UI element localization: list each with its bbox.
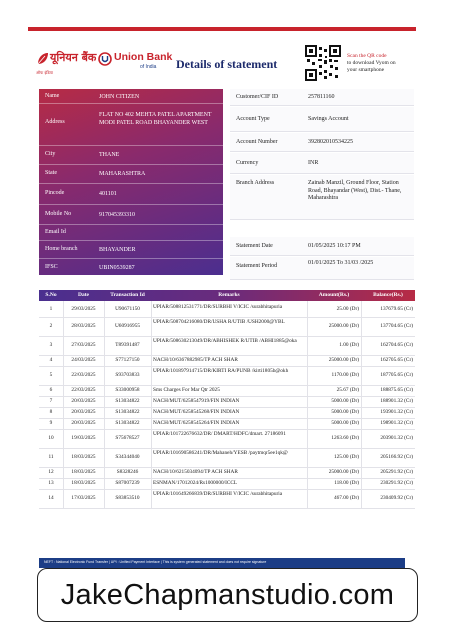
table-cell: 18/03/2025 [71,454,96,460]
table-cell: 17/03/2025 [71,495,96,501]
table-cell: UPIAR/508704216080/DR/USHA R/UTIB /USH2000@YBL [153,319,285,325]
field-label: Mobile No [45,211,72,217]
table-cell: U60916955 [114,323,140,329]
table-cell: S13034822 [115,409,140,415]
table-cell: 5 [49,372,53,378]
table-cell: 18/03/2025 [71,480,96,486]
field-value: JOHN CITIZEN [99,94,140,100]
table-cell: 25000.00 (Dr) [328,469,359,475]
bank-logo [36,48,173,84]
field-value: 257811160 [308,94,335,100]
field-value: Savings Account [308,116,349,122]
table-cell: 11 [48,454,54,460]
table-cell: 467.00 (Dr) [333,495,359,501]
table-cell: 162704.65 (Cr) [380,342,413,348]
field-label: Account Type [236,116,270,122]
field-label: Name [45,93,60,99]
table-cell: 193901.32 (Cr) [380,409,413,415]
table-cell: 2 [49,323,53,329]
table-cell: S13034822 [115,398,140,404]
customer-row [39,224,223,241]
table-cell: 203901.32 (Cr) [380,435,413,441]
table-cell: 20/03/2025 [71,398,96,404]
field-value: 392802010534225 [308,139,353,145]
field-value: INR [308,160,319,166]
customer-row [39,145,223,165]
column-divider [63,301,64,508]
watermark-banner [37,568,418,622]
table-cell: NACH/MUT/6258545268/FIN INDIAN [153,409,240,415]
customer-row [39,204,223,225]
field-label: City [45,151,56,157]
table-cell: 188875.65 (Cr) [380,387,413,393]
field-label: Account Number [236,139,278,145]
table-cell: 29/03/2025 [71,306,96,312]
field-label: Statement Period [236,263,278,269]
table-cell: 5000.00 (Dr) [331,420,359,426]
page-title: Details of statement [176,57,278,71]
table-cell: 25.67 (Dr) [336,387,359,393]
table-cell: 10 [48,435,54,441]
table-cell: 230409.92 (Cr) [380,495,413,501]
customer-row [39,103,223,146]
table-cell: T89391487 [115,342,140,348]
column-header: Amount(Rs.) [318,292,350,298]
table-row [39,429,415,449]
table-cell: S77127150 [115,357,140,363]
field-value: FLAT NO 402 MEHTA PATEL APARTMENT MODI PATEL ROAD BHAYANDER WEST [99,112,212,126]
table-cell: 125.00 (Dr) [333,454,359,460]
table-cell: 188901.32 (Cr) [380,398,413,404]
table-cell: 1170.00 (Dr) [331,372,359,378]
table-cell: 1 [49,306,53,312]
table-row [39,302,415,318]
table-cell: 25000.00 (Dr) [328,357,359,363]
field-label: Statement Date [236,243,273,249]
table-cell: NACH/10/6367882985/TP ACH SHAR [153,357,238,363]
column-header: Balance(Rs.) [373,292,403,298]
table-header [39,290,415,301]
leaf-icon [36,52,50,66]
account-row [230,175,414,220]
customer-row [39,258,223,275]
table-cell: 20/03/2025 [71,409,96,415]
table-cell: NACH/10/6215034094/TP ACH SHAR [153,469,238,475]
table-cell: 137704.65 (Cr) [380,323,413,329]
table-cell: 22/03/2025 [71,372,96,378]
column-divider [361,301,362,508]
field-value: UBIN0539287 [99,265,135,271]
qr-line-1: Scan the QR code [347,53,387,59]
field-value: 917045393310 [99,212,135,218]
customer-row [39,240,223,259]
customer-row [39,89,223,104]
field-label: Currency [236,160,259,166]
table-cell: 118.00 (Dr) [334,480,359,486]
table-cell: 12 [48,469,54,475]
table-cell: 25000.00 (Dr) [328,323,359,329]
top-accent-bar [28,27,416,31]
table-cell: 1263.60 (Dr) [331,435,359,441]
field-value: 01/01/2025 To 31/03 /2025 [308,260,374,266]
table-cell: 5000.00 (Dr) [331,409,359,415]
table-cell: 198901.32 (Cr) [380,420,413,426]
customer-row [39,183,223,205]
bank-name-suffix: of India [140,64,157,70]
table-cell: 27/03/2025 [71,342,96,348]
table-cell: S83853510 [115,495,140,501]
column-header: Date [78,292,89,298]
table-cell: 137679.65 (Cr) [380,306,413,312]
field-value: THANE [99,152,120,158]
table-cell: S93703833 [115,372,140,378]
table-cell: 20/03/2025 [71,420,96,426]
table-cell: Sms Charges For Mar Qtr 2025 [153,387,220,393]
table-cell: NACH/MUT/6258545264/FIN INDIAN [153,420,240,426]
qr-line-2: to download Vyom on [347,60,396,66]
account-row [230,133,414,152]
table-row [39,448,415,468]
table-cell: UPIAR/101897914715/DR/KIRTI RA/PUNB /kirti1805b@okh [153,368,289,374]
table-cell: UPIAR/508630213049/DR/ABHISHEK R/UTIB /ABHI1885@oka [153,338,297,344]
table-cell: ESNMAN/17012024/Rs1000000/ICCL [153,480,238,486]
table-cell: 230291.92 (Cr) [380,480,413,486]
field-value: MAHARASHTRA [99,171,146,177]
table-cell: S13034822 [115,420,140,426]
table-cell: 28/03/2025 [71,323,96,329]
table-cell: 24/03/2025 [71,357,96,363]
table-cell: S75678527 [115,435,140,441]
bank-name-hindi: यूनियन बैंक [50,51,97,64]
table-cell: 3 [49,342,53,348]
watermark-text: JakeChapmanstudio.com [60,578,395,611]
customer-row [39,164,223,184]
table-cell: 25.00 (Dr) [336,306,359,312]
qr-code-icon [305,45,341,81]
field-value: 401101 [99,191,117,197]
column-header: Remarks [218,292,240,298]
table-cell: NACH/MUT/6258547919/FIN INDIAN [153,398,240,404]
account-row [230,107,414,132]
table-row [39,489,415,509]
table-cell: 162705.65 (Cr) [380,357,413,363]
account-row [230,89,414,106]
union-bank-logo [98,48,173,82]
bank-name: Union Bank [114,51,173,63]
column-divider [307,301,308,508]
table-cell: 7 [49,398,53,404]
account-row [230,153,414,174]
table-cell: UPIAR/508812531771/DR/SURBHI V/ICIC /surabhitapuria [153,304,283,310]
field-label: Pincode [45,190,65,196]
table-cell: UPIAR/101649266839/DR/SURBHI V/ICIC /surabhitapuria [153,491,283,497]
table-cell: 14 [48,495,54,501]
field-value: Zainab Manzil, Ground Floor, Station Road, Bhayandar (West), Dist.- Thane, Maharashtra [308,180,402,201]
table-row [39,366,415,386]
field-label: Address [45,119,65,125]
table-row [39,317,415,337]
table-cell: 9 [49,420,53,426]
column-divider [104,301,105,508]
table-cell: 187705.65 (Cr) [380,372,413,378]
field-label: Email Id [45,229,66,235]
table-cell: S34344040 [115,454,140,460]
qr-line-3: your smartphone [347,67,385,73]
table-cell: 5000.00 (Dr) [331,398,359,404]
qr-instructions [347,53,419,74]
column-header: Transaction Id [110,292,145,298]
column-header: S.No [45,292,57,298]
customer-details-panel [39,89,223,275]
field-label: Branch Address [236,180,275,186]
table-cell: 6 [49,387,53,393]
table-cell: UPIAR/101722676632/DR/ DMART/HDFC/dmart. 27186091 [153,431,286,437]
table-cell: 13 [48,480,54,486]
account-row [230,257,414,280]
bank-name-hindi-sub: ऑफ इंडिया [36,70,53,75]
table-cell: S33000958 [115,387,140,393]
table-cell: 4 [49,357,53,363]
field-label: Home branch [45,246,78,252]
table-cell: 205166.92 (Cr) [380,454,413,460]
column-divider [151,301,152,508]
table-cell: U90671150 [115,306,140,312]
table-cell: 8 [49,409,53,415]
field-label: State [45,170,57,176]
table-cell: 22/03/2025 [71,387,96,393]
field-label: IFSC [45,264,58,270]
field-value: 01/05/2025 10:17 PM [308,243,361,249]
table-cell: 205291.92 (Cr) [380,469,413,475]
footer-note: NEFT : National Electronic Fund Transfer | UPI : Unified Payment Interface | This is system generated statement and does not require signature [44,560,267,564]
union-bank-mark-icon [98,52,112,66]
table-cell: 18/03/2025 [71,469,96,475]
table-cell: S8328246 [116,469,139,475]
field-value: BHAYANDER [99,247,136,253]
table-cell: 19/03/2025 [71,435,96,441]
table-row [39,336,415,356]
account-row [230,237,414,256]
field-label: Customer/CIF ID [236,94,279,100]
table-cell: 1.00 (Dr) [339,342,359,348]
table-cell: UPIAR/101690586241/DR/Mahaneh/YESB /paytmqr5ee1qk@ [153,450,288,456]
table-cell: S87007239 [115,480,140,486]
hindi-logo [36,48,96,82]
